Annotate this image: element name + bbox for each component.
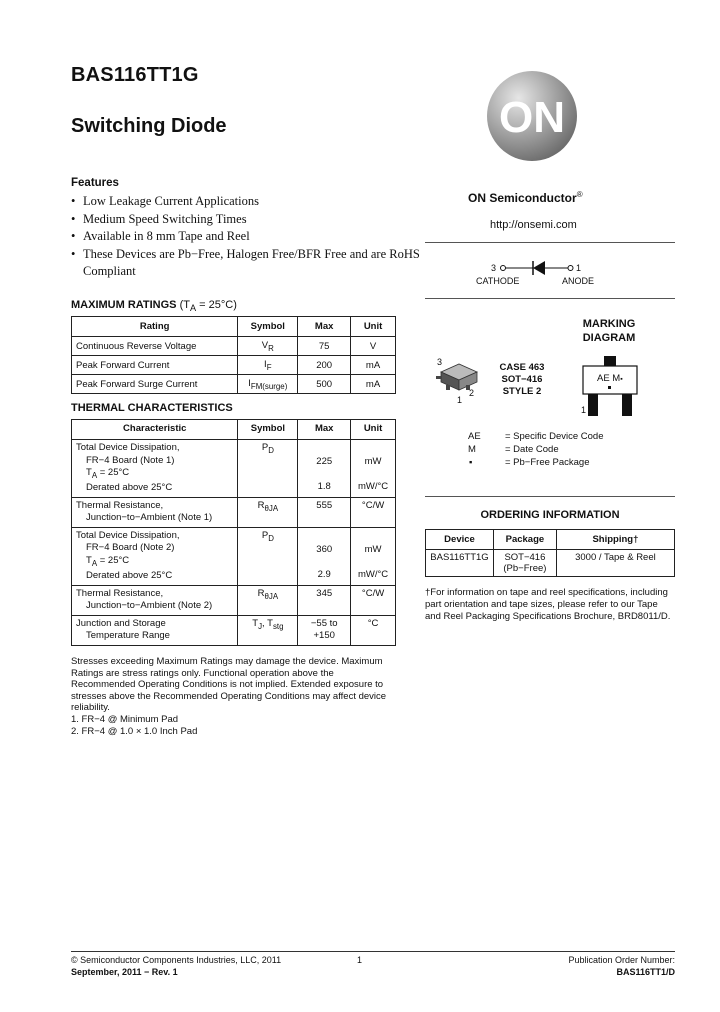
column-header: Symbol <box>238 420 298 440</box>
legend-desc: = Specific Device Code <box>505 431 604 442</box>
column-header: Unit <box>351 420 396 440</box>
symbol-cell: $V_R$ <box>238 337 298 356</box>
package-pin-3: 3 <box>437 357 443 367</box>
characteristic-cell: Total Device Dissipation, FR−4 Board (Note 1) $T_A = 25^\circ C$ Derated above 25°C <box>72 440 238 498</box>
table-row <box>426 550 675 577</box>
features-heading: Features <box>71 177 119 189</box>
features-list <box>71 193 421 281</box>
table-row <box>72 585 396 615</box>
table-row <box>72 440 396 498</box>
column-header: Symbol <box>238 317 298 337</box>
max-cell: 555 <box>298 497 351 527</box>
symbol-cell: $I_{FM(surge)}$ <box>238 375 298 394</box>
marking-code: AE M▪ <box>597 373 623 384</box>
divider <box>425 242 675 243</box>
column-header: Max <box>298 317 351 337</box>
unit-cell: mW mW/°C <box>351 527 396 585</box>
unit-cell: mW mW/°C <box>351 440 396 498</box>
symbol-cell: $I_F$ <box>238 356 298 375</box>
legend-code: M <box>468 444 476 455</box>
max-cell: 225 1.8 <box>298 440 351 498</box>
revision-date: September, 2011 − Rev. 1 <box>71 967 178 977</box>
column-header: Rating <box>72 317 238 337</box>
unit-cell: mA <box>351 356 396 375</box>
shipping-cell: 3000 / Tape & Reel <box>556 550 674 577</box>
max-cell: 345 <box>298 585 351 615</box>
column-header: Device <box>426 530 494 550</box>
unit-cell: mA <box>351 375 396 394</box>
note-1: 1. FR−4 @ Minimum Pad <box>71 713 179 725</box>
company-name: ON Semiconductor® <box>468 190 583 205</box>
ordering-heading: ORDERING INFORMATION <box>480 509 620 521</box>
legend-desc: = Date Code <box>505 444 559 455</box>
max-cell: 360 2.9 <box>298 527 351 585</box>
rating-cell: Peak Forward Current <box>72 356 238 375</box>
ratings-notes <box>71 656 396 737</box>
feature-item: • Medium Speed Switching Times <box>71 211 421 229</box>
symbol-cell: $R_{\theta JA}$ <box>238 585 298 615</box>
max-cell: 75 <box>298 337 351 356</box>
part-number-title: BAS116TT1G <box>71 64 199 86</box>
legend-code: ▪ <box>469 457 473 468</box>
rating-cell: Continuous Reverse Voltage <box>72 337 238 356</box>
page-subtitle: Switching Diode <box>71 115 227 137</box>
symbol-cell: $P_D$ <box>238 440 298 498</box>
publication-number: BAS116TT1/D <box>616 967 675 977</box>
max-cell: 200 <box>298 356 351 375</box>
column-header: Shipping† <box>556 530 674 550</box>
table-row <box>72 527 396 585</box>
marking-pin-1: 1 <box>581 405 587 415</box>
symbol-cell: $T_J$, $T_{stg}$ <box>238 615 298 645</box>
device-cell: BAS116TT1G <box>426 550 494 577</box>
column-header: Max <box>298 420 351 440</box>
table-row <box>72 337 396 356</box>
package-pin-2: 2 <box>469 388 475 398</box>
max-ratings-heading: MAXIMUM RATINGS $(T_A = 25^\circ C)$ <box>71 299 237 314</box>
legend-code: AE <box>468 431 481 442</box>
feature-item: • Available in 8 mm Tape and Reel <box>71 228 421 246</box>
characteristic-cell: Thermal Resistance, Junction−to−Ambient (Note 2) <box>72 585 238 615</box>
table-header-row <box>72 317 396 337</box>
max-cell: −55 to +150 <box>298 615 351 645</box>
copyright-text: © Semiconductor Components Industries, LLC, 2011 <box>71 955 282 965</box>
unit-cell: V <box>351 337 396 356</box>
column-header: Package <box>493 530 556 550</box>
ordering-table <box>425 529 675 577</box>
symbol-cell: $R_{\theta JA}$ <box>238 497 298 527</box>
case-info: CASE 463 SOT−416 STYLE 2 <box>499 362 545 397</box>
marking-diagram-heading: MARKING DIAGRAM <box>582 318 636 344</box>
characteristic-cell: Total Device Dissipation, FR−4 Board (Note 2) $T_A = 25^\circ C$ Derated above 25°C <box>72 527 238 585</box>
table-row <box>72 375 396 394</box>
characteristic-cell: Junction and Storage Temperature Range <box>72 615 238 645</box>
unit-cell: °C/W <box>351 585 396 615</box>
ordering-footnote: †For information on tape and reel specifications, including part orientation and tape sizes, please refer to our Tape and Reel Packaging Specifications Brochure, BRD8011/D. <box>425 587 671 622</box>
characteristic-cell: Thermal Resistance, Junction−to−Ambient (Note 1) <box>72 497 238 527</box>
table-row <box>72 497 396 527</box>
table-header-row <box>72 420 396 440</box>
column-header: Characteristic <box>72 420 238 440</box>
divider <box>425 298 675 299</box>
divider <box>425 496 675 497</box>
publication-label: Publication Order Number: <box>568 955 675 965</box>
symbol-cell: $P_D$ <box>238 527 298 585</box>
table-row <box>72 615 396 645</box>
footer-divider <box>71 951 675 952</box>
thermal-heading: THERMAL CHARACTERISTICS <box>71 402 233 414</box>
column-header: Unit <box>351 317 396 337</box>
package-cell: SOT−416 (Pb−Free) <box>493 550 556 577</box>
package-pin-1: 1 <box>457 395 463 405</box>
on-semiconductor-logo <box>486 70 578 162</box>
page-number: 1 <box>357 955 363 965</box>
anode-label: ANODE <box>562 276 595 286</box>
legend-desc: = Pb−Free Package <box>505 457 590 468</box>
unit-cell: °C/W <box>351 497 396 527</box>
thermal-table <box>71 419 396 646</box>
feature-item: • These Devices are Pb−Free, Halogen Free/BFR Free and are RoHS Compliant <box>71 246 421 281</box>
table-header-row <box>426 530 675 550</box>
logo-text: ON <box>499 93 565 142</box>
table-row <box>72 356 396 375</box>
unit-cell: °C <box>351 615 396 645</box>
anode-pin-number: 1 <box>576 263 582 273</box>
feature-item: • Low Leakage Current Applications <box>71 193 421 211</box>
max-ratings-table <box>71 316 396 394</box>
rating-cell: Peak Forward Surge Current <box>72 375 238 394</box>
marking-diagram-icon <box>582 354 638 418</box>
cathode-pin-number: 3 <box>491 263 497 273</box>
max-cell: 500 <box>298 375 351 394</box>
note-2: 2. FR−4 @ 1.0 × 1.0 Inch Pad <box>71 725 198 737</box>
cathode-label: CATHODE <box>476 276 520 286</box>
website-link[interactable]: http://onsemi.com <box>490 219 577 231</box>
stress-note: Stresses exceeding Maximum Ratings may damage the device. Maximum Ratings are stress ratings only. Functional operation above the Recommended Operating Conditions is not implied. Extended exposure to stresses above the Recommended Operating Conditions may affect device reliability. <box>71 656 387 714</box>
